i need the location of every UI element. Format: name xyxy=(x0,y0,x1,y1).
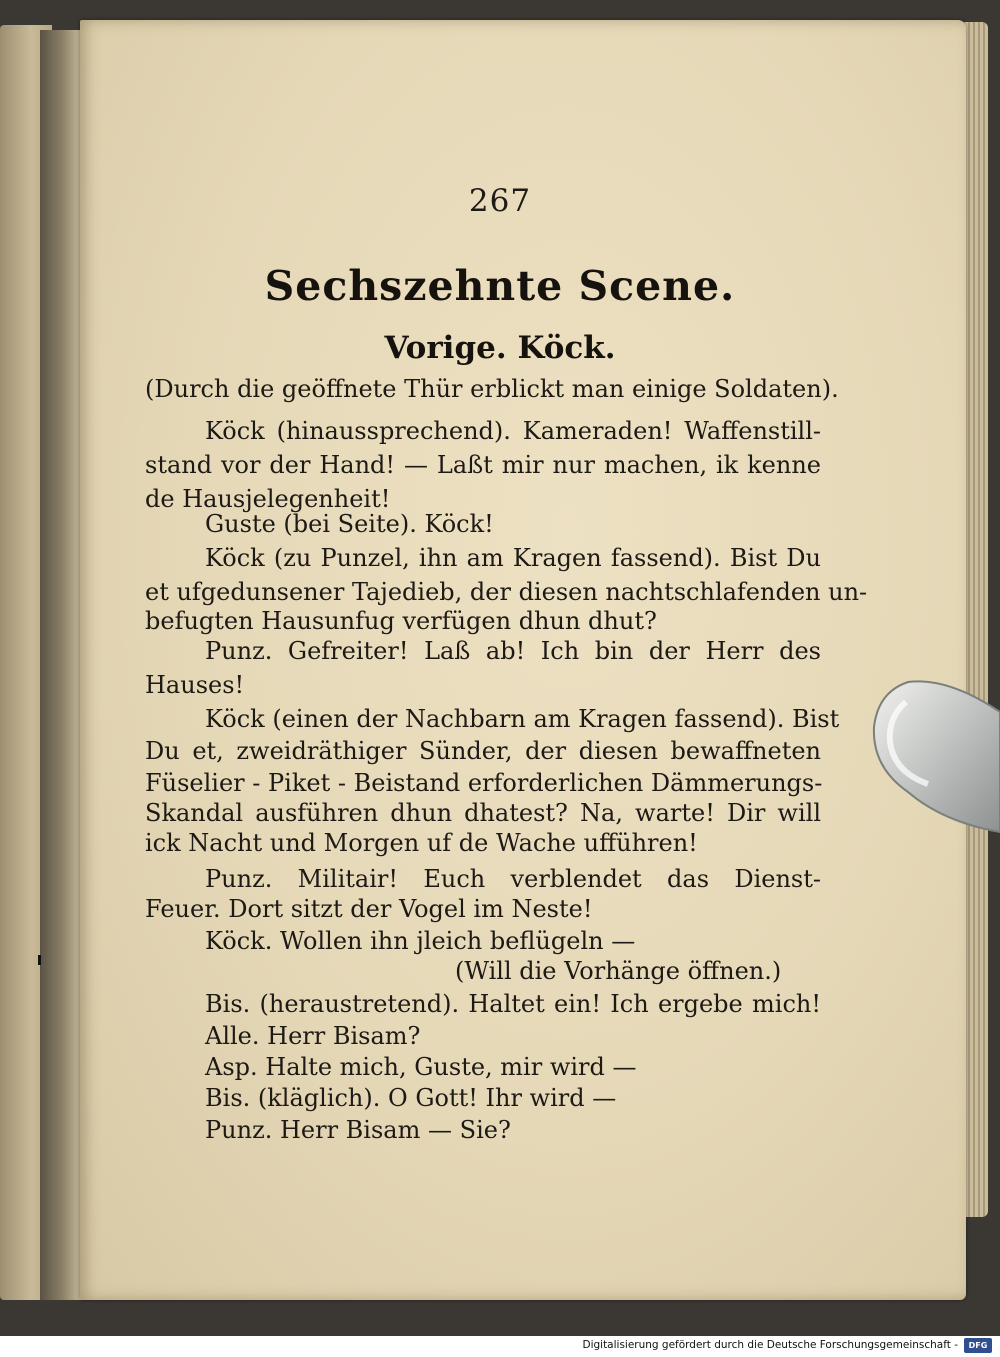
funding-notice: Digitalisierung gefördert durch die Deutsche Forschungsgemeinschaft - xyxy=(582,1339,958,1351)
text-line: Bis. (kläglich). O Gott! Ihr wird — xyxy=(205,1084,617,1112)
text-line: ick Nacht und Morgen uf de Wache ufführen! xyxy=(145,829,698,857)
text-line: Feuer. Dort sitzt der Vogel im Neste! xyxy=(145,895,593,923)
stage-direction: (Durch die geöffnete Thür erblickt man einige Soldaten). xyxy=(145,375,839,403)
page-clip-icon xyxy=(868,672,1000,842)
stage-direction: (Will die Vorhänge öffnen.) xyxy=(455,957,782,985)
text-line: stand vor der Hand! — Laßt mir nur machen, ik kenne xyxy=(145,451,821,479)
text-line: Bis. (heraustretend). Haltet ein! Ich ergebe mich! xyxy=(205,990,821,1018)
text-line: Asp. Halte mich, Guste, mir wird — xyxy=(205,1053,637,1081)
text-line: Du et, zweidräthiger Sünder, der diesen bewaffneten xyxy=(145,737,821,765)
footer-bar xyxy=(0,1336,1000,1357)
text-line: et ufgedunsener Tajedieb, der diesen nachtschlafenden un- xyxy=(145,578,868,606)
text-line: Köck. Wollen ihn jleich beflügeln — xyxy=(205,927,636,955)
text-line: Köck (hinaussprechend). Kameraden! Waffenstill- xyxy=(205,417,821,445)
text-line: Alle. Herr Bisam? xyxy=(205,1022,421,1050)
text-line: Hauses! xyxy=(145,671,245,699)
text-line: Köck (einen der Nachbarn am Kragen fassend). Bist xyxy=(205,705,840,733)
text-line: Punz. Gefreiter! Laß ab! Ich bin der Herr des xyxy=(205,637,821,665)
text-line: Köck (zu Punzel, ihn am Kragen fassend). Bist Du xyxy=(205,544,821,572)
text-line: Skandal ausführen dhun dhatest? Na, warte! Dir will xyxy=(145,799,821,827)
text-line: Füselier - Piket - Beistand erforderlichen Dämmerungs- xyxy=(145,769,823,797)
text-line: de Hausjelegenheit! xyxy=(145,485,391,513)
text-line: befugten Hausunfug verfügen dhun dhut? xyxy=(145,607,657,635)
text-line: Guste (bei Seite). Köck! xyxy=(205,510,494,538)
book-gutter xyxy=(40,30,84,1300)
margin-mark xyxy=(38,955,41,965)
text-line: Punz. Herr Bisam — Sie? xyxy=(205,1116,511,1144)
page-number: 267 xyxy=(468,183,532,219)
scene-characters: Vorige. Köck. xyxy=(384,330,616,366)
text-line: Punz. Militair! Euch verblendet das Dienst- xyxy=(205,865,821,893)
scene-title: Sechszehnte Scene. xyxy=(264,262,736,310)
dfg-logo-icon: DFG xyxy=(964,1338,992,1353)
